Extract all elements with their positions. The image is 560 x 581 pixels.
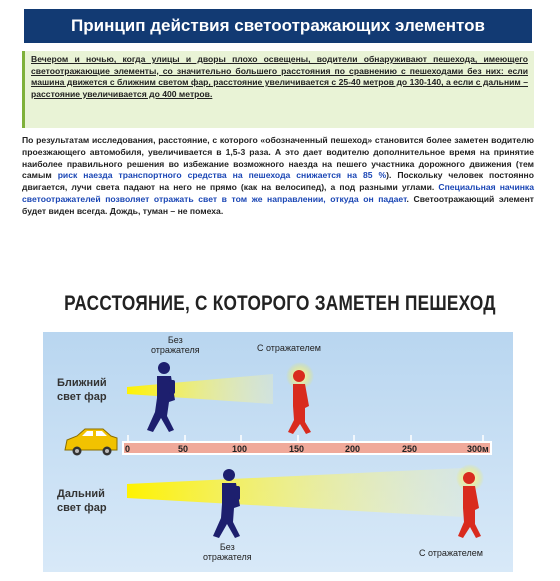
tick-200: 200 <box>345 444 361 454</box>
intro-box <box>22 51 534 128</box>
intro-text: Вечером и ночью, когда улицы и дворы плохо освещены, водители обнаруживают пешехода, имеющего светоотражающие элементы, со значительно большего расстояния по сравнению с пешеходами без них: если машина движется с ближним светом фар, расстояние увеличивается с 25-40 метров до 130-140, а если с дальним – расстояние увеличивается до 400 метров. <box>31 54 528 99</box>
diagram-heading: РАССТОЯНИЕ, С КОТОРОГО ЗАМЕТЕН ПЕШЕХОД <box>64 292 496 315</box>
distance-diagram <box>43 332 513 572</box>
tick-300: 300м <box>467 444 489 454</box>
tick-100: 100 <box>232 444 248 454</box>
near-beam <box>127 374 273 404</box>
tick-150: 150 <box>289 444 305 454</box>
highlight-reflect: Специальная начинка светоотражателей позволяет отражать свет в том же направлении, откуда он падает <box>22 182 534 204</box>
without-far-line1: Без <box>219 542 235 552</box>
body-text <box>22 135 534 218</box>
body-part-1: По результатам исследования, расстояние, с которого «обозначенный пешеход» становится более заметен водителю проезжающего автомобиля, увеличивается в 1,5-3 раза. А это дает водителю дополнительное время на принятие наиболее правильного решения во избежание возможного наезда на пешего участника дорожного движения (тем самым <box>22 135 534 181</box>
page-title: Принцип действия светоотражающих элементов <box>24 9 532 43</box>
body-part-2: ). Поскольку человек постоянно двигается, лучи света падают на него не прямо (как на велосипед), а под разными углами. <box>22 170 534 193</box>
tick-250: 250 <box>402 444 418 454</box>
far-label-line2: свет фар <box>57 502 107 514</box>
near-label-line2: свет фар <box>57 391 107 403</box>
with-reflector-label-near: С отражателем <box>257 343 321 353</box>
body-paragraph <box>22 135 534 218</box>
highlight-risk: риск наезда транспортного средства на пешехода снижается на 85 % <box>57 170 387 181</box>
without-reflector-label-near <box>151 335 200 355</box>
without-reflector-label-far <box>203 542 252 562</box>
tick-50: 50 <box>178 444 189 454</box>
far-label-line1: Дальний <box>57 488 105 500</box>
near-light-label <box>57 376 107 404</box>
far-light-label <box>57 487 107 515</box>
without-line1: Без <box>167 335 183 345</box>
with-reflector-label-far: С отражателем <box>419 548 483 558</box>
without-line2: отражателя <box>151 345 200 355</box>
body-part-3: . Светоотражающий элемент будет виден всегда. Дождь, туман – не помеха. <box>22 193 534 216</box>
without-far-line2: отражателя <box>203 552 252 562</box>
tick-0: 0 <box>125 444 131 454</box>
pedestrian-icon <box>147 362 175 432</box>
car-icon <box>65 429 117 456</box>
near-label-line1: Ближний <box>57 377 107 389</box>
diagram-svg <box>43 332 513 572</box>
far-beam <box>127 468 463 517</box>
